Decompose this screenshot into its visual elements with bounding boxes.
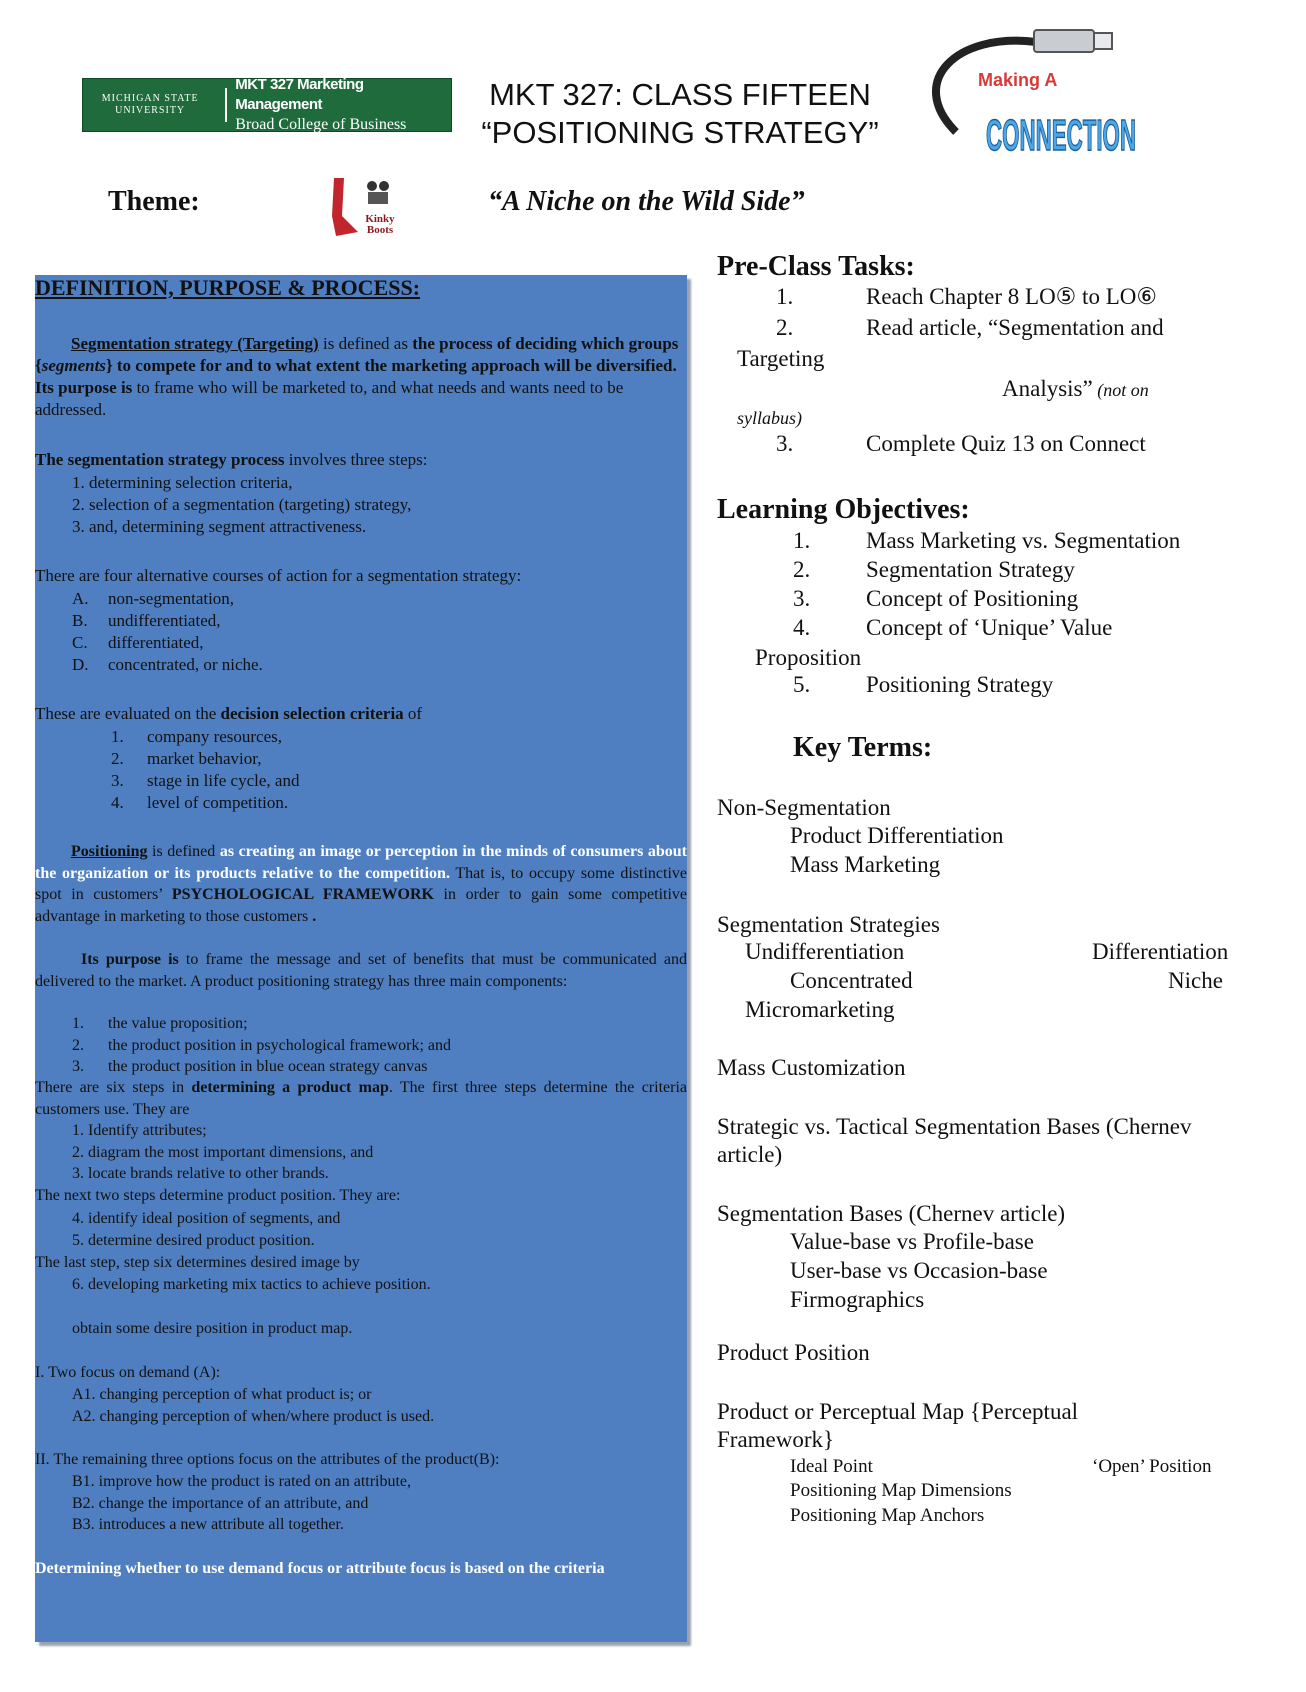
list-marker: 4.	[111, 793, 124, 812]
objective-item	[793, 528, 1180, 554]
text: . The first three steps determine the criteria customers use. They are	[35, 1079, 687, 1118]
theme-quote: “A Niche on the Wild Side”	[488, 186, 805, 217]
logo-connection: CONNECTION	[986, 111, 1136, 160]
text: is defined	[147, 843, 220, 860]
list-marker: 3.	[776, 431, 794, 456]
course-line1: MKT 327 Marketing Management	[235, 76, 364, 113]
list-item: level of competition.	[147, 793, 289, 812]
list-item: concentrated, or niche.	[108, 655, 263, 674]
learning-objectives-heading: Learning Objectives:	[717, 494, 970, 525]
key-term: Concentrated	[790, 968, 913, 993]
text: to frame who will be marketed to, and what needs and wants need to be addressed.	[35, 378, 624, 419]
list-item: undifferentiated,	[108, 611, 221, 630]
key-term: Differentiation	[1092, 939, 1229, 964]
course-line2: Broad College of Business	[235, 116, 407, 133]
key-term: Product Position	[717, 1340, 870, 1365]
text: Analysis”	[1002, 376, 1093, 401]
theme-label: Theme:	[108, 186, 200, 217]
preclass-heading: Pre-Class Tasks:	[717, 251, 915, 282]
list-marker: 3.	[111, 771, 124, 790]
msu-name	[83, 93, 217, 117]
figure-icon	[367, 181, 377, 191]
task-item	[776, 431, 1146, 457]
key-term: Segmentation Strategies	[717, 912, 940, 937]
list-marker: C.	[72, 633, 88, 652]
msu-name-line2: UNIVERSITY	[115, 105, 186, 116]
msu-banner	[82, 78, 452, 132]
key-term: Value-base vs Profile-base	[790, 1229, 1034, 1254]
figure-icon	[379, 181, 389, 191]
list-item: 3. and, determining segment attractiveness.	[72, 517, 367, 536]
task-continuation: Targeting	[737, 346, 825, 371]
list-marker: A.	[72, 589, 89, 608]
text: decision selection criteria	[220, 704, 404, 723]
text: as creating an image or perception in the minds of consumers about the organization or its products relative to the competition.	[35, 843, 687, 882]
text: .	[308, 907, 317, 925]
key-terms-heading: Key Terms:	[793, 732, 933, 763]
text: } to compete for and to what extent the marketing approach will be diversified. Its purpose is	[35, 356, 677, 397]
list-item: 6. developing marketing mix tactics to achieve position.	[72, 1276, 431, 1293]
plug-tip-icon	[1094, 33, 1112, 49]
process-intro	[35, 449, 687, 471]
title-line2: “POSITIONING STRATEGY”	[481, 115, 879, 150]
list-item: company resources,	[147, 727, 283, 746]
key-term: Ideal Point	[790, 1456, 873, 1477]
key-term: Mass Customization	[717, 1055, 906, 1080]
term-positioning: Positioning	[71, 843, 148, 860]
text: The segmentation strategy process	[35, 450, 285, 469]
list-item: B2. change the importance of an attribute, and	[72, 1494, 369, 1512]
list-item: stage in life cycle, and	[147, 771, 300, 790]
list-marker: 3.	[72, 1058, 84, 1075]
objective-item	[793, 586, 1078, 612]
list-item: 3. locate brands relative to other brands.	[72, 1165, 329, 1182]
product-map-steps-1	[35, 1120, 687, 1185]
task-continuation	[1002, 374, 1149, 405]
kinky-boots-text: Kinky Boots	[365, 213, 395, 236]
text: PSYCHOLOGICAL FRAMEWORK	[171, 886, 434, 903]
making-a-connection-logo	[916, 22, 1146, 172]
list-item: A2. changing perception of when/where product is used.	[72, 1407, 435, 1425]
list-marker: 3.	[793, 586, 811, 611]
list-marker: 1.	[776, 284, 794, 309]
text: That is, to occupy some distinctive spot in customers’	[35, 864, 688, 903]
alternatives-list	[35, 588, 687, 676]
msu-name-line1: MICHIGAN STATE	[101, 93, 199, 104]
task-item	[776, 284, 1157, 310]
process-steps	[35, 472, 687, 538]
key-term: User-base vs Occasion-base	[790, 1258, 1048, 1283]
objective-item	[793, 672, 1053, 698]
positioning-components	[35, 1013, 687, 1078]
objective-continuation: Proposition	[755, 645, 862, 670]
segmentation-definition	[35, 333, 687, 421]
text: These are evaluated on the	[35, 704, 221, 723]
list-item: 4. identify ideal position of segments, and	[72, 1210, 341, 1227]
list-item: B3. introduces a new attribute all together.	[72, 1516, 344, 1533]
objective-label: Positioning Strategy	[866, 672, 1054, 697]
objective-label: Concept of Positioning	[866, 586, 1079, 611]
key-term: Product or Perceptual Map {Perceptual	[717, 1399, 1079, 1424]
attribute-focus-heading: II. The remaining three options focus on the attributes of the product(B):	[35, 1451, 500, 1468]
text: to frame the message and set of benefits that must be communicated and delivered to the market. A product positioning strategy has three main components:	[35, 951, 688, 990]
red-boot-icon	[332, 178, 358, 236]
product-map-next: The next two steps determine product position. They are:	[35, 1187, 401, 1204]
list-marker: 1.	[111, 727, 124, 746]
list-item: market behavior,	[147, 749, 262, 768]
key-term: Product Differentiation	[790, 823, 1004, 848]
key-term: Non-Segmentation	[717, 795, 891, 820]
text: of	[403, 704, 423, 723]
banner-divider	[225, 88, 227, 122]
list-marker: 5.	[793, 672, 811, 697]
positioning-purpose	[35, 949, 687, 992]
logo-making-a: Making A	[978, 70, 1058, 90]
text: There are six steps in	[35, 1079, 192, 1096]
text: determining a product map	[191, 1079, 389, 1096]
list-item: 1. determining selection criteria,	[72, 473, 293, 492]
course-name	[235, 75, 451, 135]
key-term: Mass Marketing	[790, 852, 941, 877]
list-item: differentiated,	[108, 633, 204, 652]
list-item: the product position in blue ocean strategy canvas	[108, 1058, 428, 1075]
figures-body-icon	[368, 192, 388, 204]
kinky-boots-logo	[328, 176, 408, 238]
attribute-focus-list	[35, 1471, 687, 1536]
objective-item	[793, 557, 1075, 583]
list-marker: D.	[72, 655, 89, 674]
objective-label: Concept of ‘Unique’ Value	[866, 615, 1113, 640]
key-term: Micromarketing	[745, 997, 895, 1022]
text: (not on	[1092, 380, 1149, 400]
key-term: Undifferentiation	[745, 939, 905, 964]
list-item: 2. diagram the most important dimensions, and	[72, 1143, 374, 1161]
key-term: Positioning Map Anchors	[790, 1505, 985, 1526]
text: Its purpose is	[81, 951, 179, 968]
task-label: Complete Quiz 13 on Connect	[866, 431, 1146, 456]
key-term: Framework}	[717, 1427, 835, 1452]
task-label: Read article, “Segmentation and	[866, 315, 1164, 340]
list-item: the product position in psychological framework; and	[108, 1036, 452, 1054]
text: involves three steps:	[284, 450, 428, 469]
definition-panel	[35, 275, 687, 1642]
list-item: A1. changing perception of what product is; or	[72, 1386, 372, 1403]
focus-final-note: Determining whether to use demand focus or attribute focus is based on the criteria	[35, 1560, 605, 1577]
list-item: 1. Identify attributes;	[72, 1122, 207, 1139]
list-marker: B.	[72, 611, 88, 630]
list-marker: 2.	[776, 315, 794, 340]
positioning-definition	[35, 841, 687, 927]
text: the process of deciding which groups {	[35, 334, 679, 375]
list-marker: 1.	[72, 1015, 84, 1032]
key-term: Positioning Map Dimensions	[790, 1480, 1012, 1501]
list-item: 2. selection of a segmentation (targeting) strategy,	[72, 495, 412, 514]
demand-focus-list	[35, 1384, 687, 1427]
key-term: Niche	[1168, 968, 1223, 993]
text: is defined as	[318, 334, 413, 353]
criteria-list	[35, 726, 687, 814]
task-note: syllabus)	[737, 408, 802, 428]
list-item: the value proposition;	[108, 1015, 248, 1032]
title-line1: MKT 327: CLASS FIFTEEN	[489, 77, 871, 112]
product-map-obtain: obtain some desire position in product map.	[72, 1320, 353, 1337]
key-term: Segmentation Bases (Chernev article)	[717, 1201, 1066, 1226]
list-marker: 2.	[72, 1036, 84, 1054]
product-map-intro	[35, 1077, 687, 1120]
objective-label: Segmentation Strategy	[866, 557, 1075, 582]
text: in order to gain some competitive advantage in marketing to those customers	[35, 886, 688, 925]
alternatives-intro: There are four alternative courses of action for a segmentation strategy:	[35, 566, 522, 585]
demand-focus-heading: I. Two focus on demand (A):	[35, 1364, 221, 1381]
criteria-intro	[35, 703, 687, 725]
term-segmentation-strategy: Segmentation strategy (Targeting)	[71, 334, 319, 353]
panel-heading: DEFINITION, PURPOSE & PROCESS:	[35, 275, 421, 300]
objective-label: Mass Marketing vs. Segmentation	[866, 528, 1181, 553]
key-term: ‘Open’ Position	[1092, 1456, 1212, 1477]
list-marker: 1.	[793, 528, 811, 553]
list-item: B1. improve how the product is rated on an attribute,	[72, 1473, 412, 1490]
objective-item	[793, 615, 1112, 641]
list-marker: 4.	[793, 615, 811, 640]
key-term: Strategic vs. Tactical Segmentation Bases (Chernev	[717, 1114, 1192, 1139]
list-item: 5. determine desired product position.	[72, 1231, 315, 1249]
plug-icon	[1034, 30, 1094, 52]
list-marker: 2.	[111, 749, 124, 768]
list-item: non-segmentation,	[108, 589, 235, 608]
task-label: Reach Chapter 8 LO⑤ to LO⑥	[866, 284, 1157, 309]
page-title	[470, 76, 890, 152]
key-term: Firmographics	[790, 1287, 925, 1312]
task-item	[776, 315, 1164, 341]
text: segments	[41, 356, 106, 375]
product-map-last: The last step, step six determines desired image by	[35, 1254, 360, 1271]
key-term: article)	[717, 1142, 783, 1167]
list-marker: 2.	[793, 557, 811, 582]
product-map-steps-2	[35, 1208, 687, 1251]
